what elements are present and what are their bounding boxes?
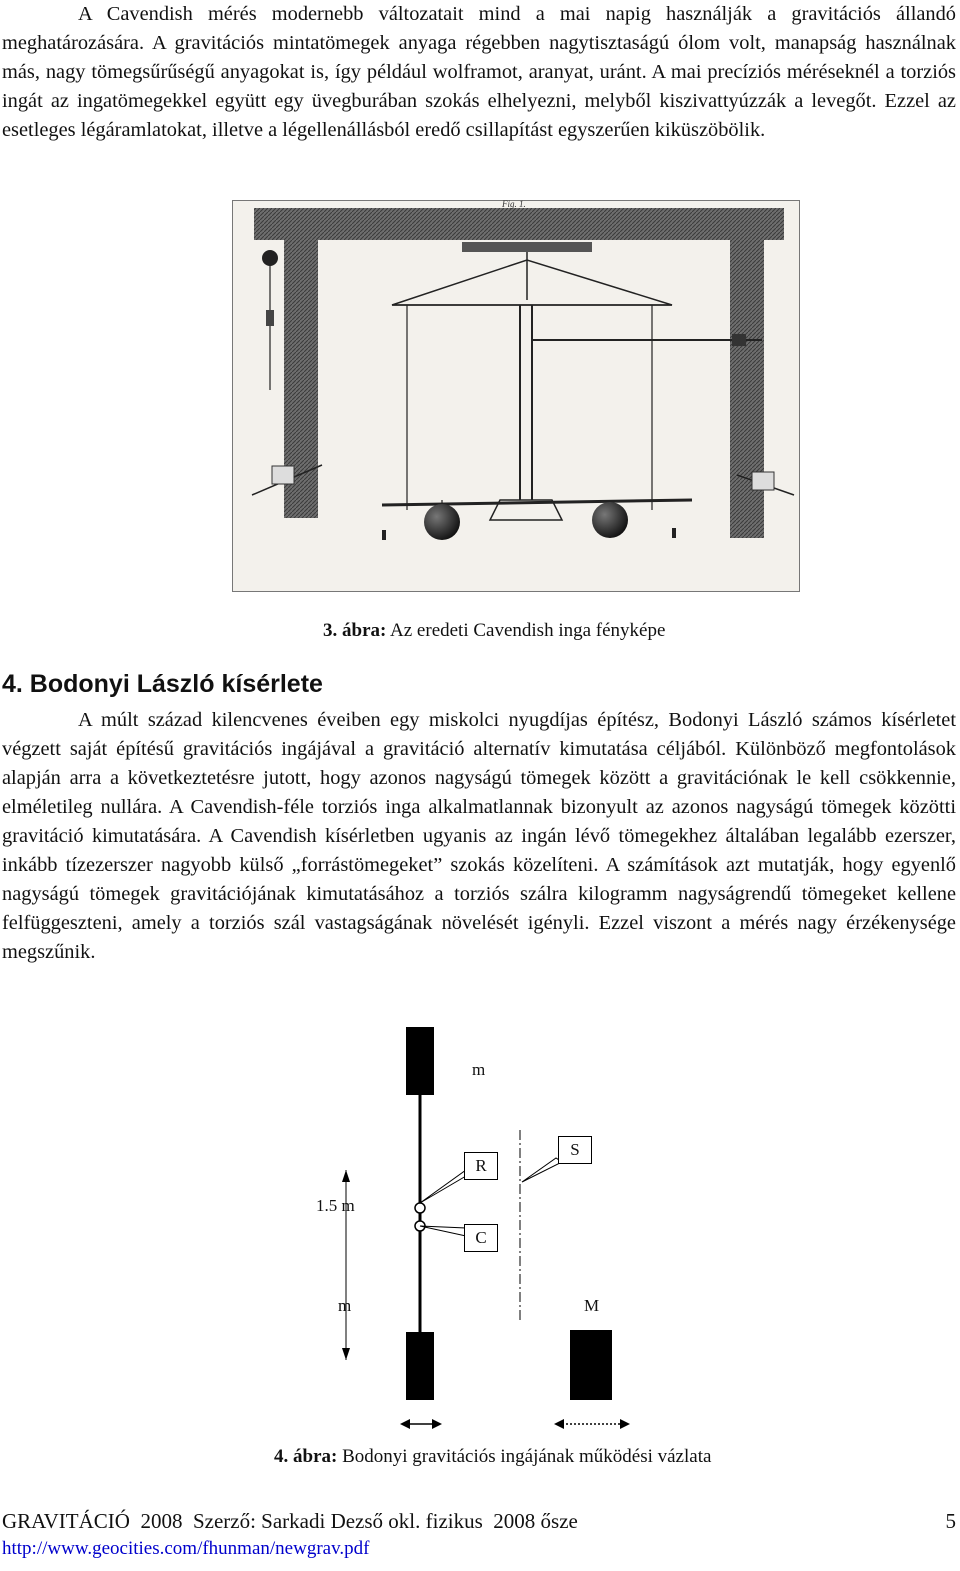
engraving-label: Fig. 1.	[502, 200, 526, 209]
source-mass	[570, 1330, 612, 1400]
figure3-caption	[323, 620, 665, 642]
figure4-caption	[274, 1446, 711, 1468]
label-big-m: M	[584, 1296, 600, 1315]
label-length: 1.5 m	[316, 1196, 355, 1215]
label-r: R	[464, 1152, 498, 1180]
figure3-caption-number: 3. ábra:	[323, 620, 387, 641]
intro-paragraph	[2, 0, 956, 145]
figure4-caption-number: 4. ábra:	[274, 1446, 338, 1467]
label-m-bottom: m	[338, 1296, 352, 1315]
intro-paragraph-text: A Cavendish mérés modernebb változatait mind a mai napig használják a gravitációs állandó meghatározására. A gravitációs mintatömegek anyaga régebben nagytisztaságú ólom volt, manapság használnak más, nagy tömegsűrűségű anyagokat is, így például wolframot, aranyat, uránt. A mai precíziós méréseknél a torziós ingát az ingatömegekkel együtt egy üvegburában szokás elhelyezni, melyből kiszivattyúzzák a levegőt. Ezzel az esetleges légáramlatokat, illetve a légellenállásból eredő csillapítást egyszerűen kiküszöbölik.	[2, 3, 956, 141]
label-c: C	[464, 1224, 498, 1252]
section-heading: 4. Bodonyi László kísérlete	[2, 670, 323, 698]
bodonyi-paragraph	[2, 706, 956, 967]
bottom-mass	[406, 1332, 434, 1400]
footer-text: GRAVITÁCIÓ 2008 Szerző: Sarkadi Dezső okl. fizikus 2008 ősze	[2, 1509, 578, 1533]
footer-url-link[interactable]: http://www.geocities.com/fhunman/newgrav.pdf	[2, 1538, 370, 1559]
label-s: S	[558, 1136, 592, 1164]
figure4-caption-text: Bodonyi gravitációs ingájának működési vázlata	[337, 1446, 712, 1467]
figure3-caption-text: Az eredeti Cavendish inga fényképe	[386, 620, 666, 641]
bodonyi-paragraph-text: A múlt század kilencvenes éveiben egy miskolci nyugdíjas építész, Bodonyi László számos kísérletet végzett saját építésű gravitációs ingájával a gravitáció alternatív kimutatása céljából. Különböző megfontolások alapján arra a következtetésre jutott, hogy azonos nagyságú tömegek között a gravitációnak le kell csökkennie, elméletileg nullára. A Cavendish-féle torziós inga alkalmatlannak bizonyult az azonos nagyságú tömegek közötti gravitáció kimutatására. A Cavendish kísérletben ugyanis az ingán lévő tömegekhez általában legalább ezerszer, inkább tízezerszer nagyobb külső „forrástömegeket” szokás közelíteni. A számítások azt mutatják, hogy egyenlő nagyságú tömegek gravitációjának kimutatásához a torziós szálra kilogramm nagyságrendű tömegeket kellene felfüggeszteni, amely a torziós szál vastagságának növelését igényli. Ezzel viszont a mérés nagy érzékenysége megszűnik.	[2, 709, 956, 963]
cavendish-apparatus-image	[232, 200, 800, 592]
pivot-r	[415, 1203, 425, 1213]
top-mass	[406, 1027, 434, 1095]
page-number: 5	[945, 1509, 956, 1533]
bodonyi-pendulum-diagram	[300, 1020, 640, 1440]
label-m-top: m	[472, 1060, 486, 1079]
